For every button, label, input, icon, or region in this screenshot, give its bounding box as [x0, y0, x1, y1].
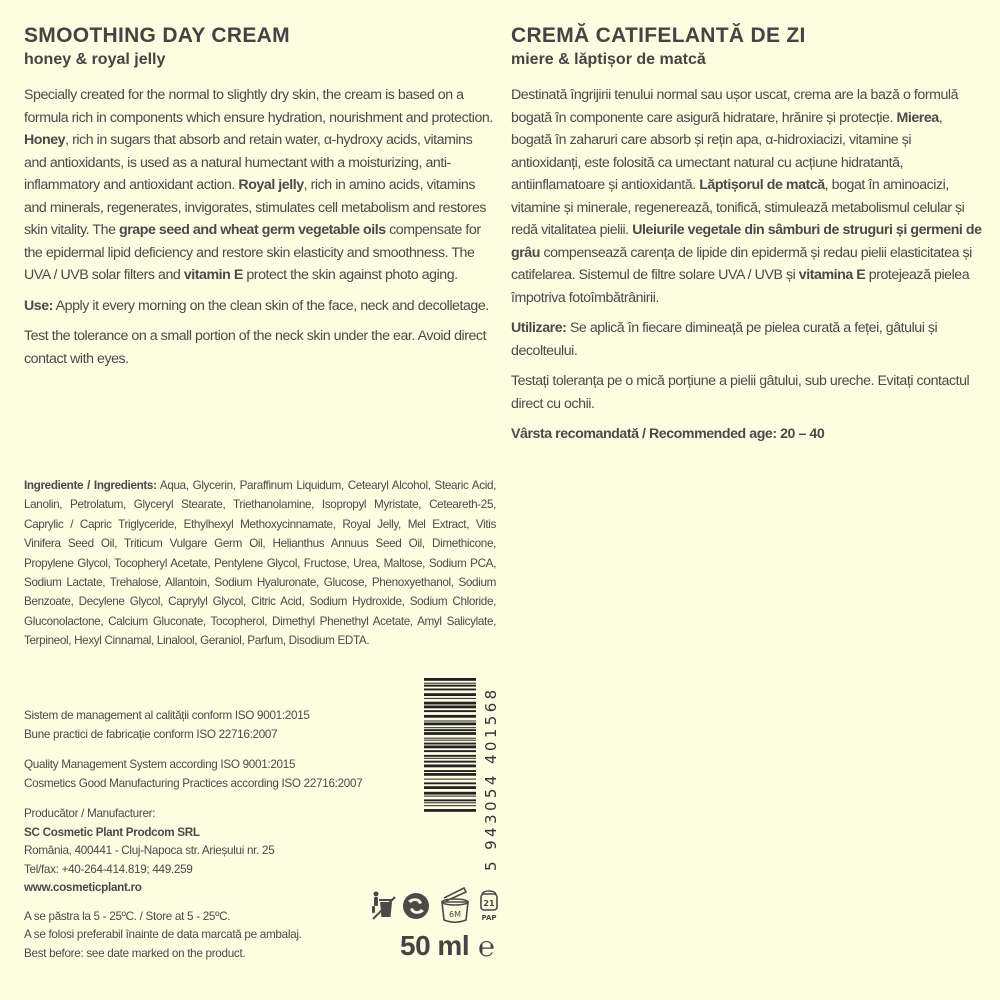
jar-6m-label: 6M: [449, 910, 461, 919]
barcode-bar: [424, 779, 476, 780]
barcode-bar: [424, 765, 476, 768]
quality-ro: [24, 707, 404, 744]
barcode-bar: [424, 723, 476, 726]
barcode-bar: [424, 809, 476, 812]
barcode-bar: [424, 729, 476, 731]
tolerance-note-en: Test the tolerance on a small portion of the neck skin under the ear. Avoid direct contact with eyes.: [24, 328, 487, 367]
barcode-bar: [424, 732, 476, 735]
manufacturer-address: România, 400441 - Cluj-Napoca str. Arieșului nr. 25: [24, 844, 275, 857]
product-title-ro: CREMĂ CATIFELANTĂ DE ZI: [511, 24, 806, 47]
barcode-bar: [424, 770, 476, 772]
barcode-bar: [424, 761, 476, 763]
barcode-bar: [424, 792, 476, 795]
pap-number: 21: [483, 899, 495, 908]
ingredients-list: Ingrediente / Ingredients: Aqua, Glycerin, Paraffinum Liquidum, Cetearyl Alcohol, Stearic Acid, Lanolin, Petrolatum, Glyceryl Stearate, Triethanolamine, Isopropyl Myristate, Ceteareth-25, Caprylic / Capric Triglyceride, Ethylhexyl Methoxycinnamate, Royal Jelly, Mel Extract, Vitis Vinifera Seed Oil, Triticum Vulgare Germ Oil, Helianthus Annuus Seed Oil, Dimethicone, Propylene Glycol, Tocopheryl Acetate, Pentylene Glycol, Fructose, Urea, Maltose, Sodium PCA, Sodium Lactate, Trehalose, Allantoin, Sodium Hyaluronate, Glucose, Phenoxyethanol, Sodium Benzoate, Decylene Glycol, Caprylyl Glycol, Citric Acid, Sodium Hydroxide, Sodium Chloride, Gluconolactone, Calcium Gluconate, Tocopherol, Dimethyl Phenethyl Acetate, Amyl Salicylate, Terpineol, Hexyl Cinnamal, Linalool, Geraniol, Parfum, Disodium EDTA.: [24, 479, 496, 648]
barcode-bar: [424, 743, 476, 745]
barcode-bar: [424, 746, 476, 749]
barcode-bar: [424, 786, 476, 789]
barcode-bar: [424, 750, 476, 752]
volume-label: 50 ml: [400, 930, 470, 961]
barcode-number: [482, 676, 502, 871]
use-instructions-en: Use: Apply it every morning on the clean skin of the face, neck and decolletage.: [24, 297, 489, 314]
barcode-bar: [424, 678, 476, 681]
barcode: [422, 676, 502, 871]
pap-label: PAP: [481, 914, 497, 922]
barcode-bar: [424, 796, 476, 797]
barcode-bar: [424, 773, 476, 776]
storage-best-before-en: Best before: see date marked on the product.: [24, 946, 246, 960]
barcode-bar: [424, 738, 476, 739]
estimated-sign-icon: ℮: [478, 931, 495, 962]
tolerance-note-ro: Testați toleranța pe o mică porțiune a pielii gâtului, sub ureche. Evitați contactul direct cu ochii.: [511, 373, 970, 412]
legal-info-block: [24, 707, 404, 975]
barcode-bar: [424, 702, 476, 705]
quality-en: [24, 756, 404, 793]
recycle-bin-icon: [370, 890, 396, 920]
jar-6m-icon: [438, 886, 472, 926]
product-title-en: SMOOTHING DAY CREAM: [24, 24, 290, 47]
barcode-bar: [424, 683, 476, 684]
pap-icon: [476, 888, 502, 924]
manufacturer-info: [24, 805, 404, 898]
english-column: [24, 24, 496, 378]
romanian-column: [511, 24, 983, 446]
barcode-bar: [424, 799, 476, 801]
barcode-bars: [424, 676, 476, 871]
manufacturer-website-link[interactable]: www.cosmeticplant.ro: [24, 881, 142, 894]
use-instructions-ro: Utilizare: Se aplică în fiecare dimineață pe pielea curată a feței, gâtului și decolteului.: [511, 320, 938, 359]
barcode-bar: [424, 715, 476, 718]
storage-info: [24, 908, 404, 964]
quality-en-line1: Quality Management System according ISO 9001:2015: [24, 758, 296, 771]
barcode-bar: [424, 706, 476, 709]
manufacturer-label: Producător / Manufacturer:: [24, 807, 156, 820]
barcode-bar: [424, 693, 476, 696]
barcode-bar: [424, 685, 476, 687]
barcode-bar: [424, 755, 476, 757]
barcode-bar: [424, 805, 476, 806]
barcode-bar: [424, 740, 476, 741]
product-subtitle-ro: miere & lăptișor de matcă: [511, 51, 706, 68]
description-en: Specially created for the normal to slightly dry skin, the cream is based on a formula rich in components which ensure hydration, nourishment and protection. Honey, rich in sugars that absorb and retain water, α-hydroxy acids, vitamins and antioxidants, is used as a natural humectant with a moisturizing, anti-inflammatory and antioxidant action. Royal jelly, rich in amino acids, vitamins and minerals, regenerates, invigorates, stimulates cell metabolism and restores skin vitality. The grape seed and wheat germ vegetable oils compensate for the epidermal lipid deficiency and restore skin elasticity and smoothness. The UVA / UVB solar filters and vitamin E protect the skin against photo aging.: [24, 87, 493, 283]
ingredients-block: [24, 476, 496, 651]
barcode-number-text: 5 943054 401568: [482, 686, 500, 871]
barcode-bar: [424, 802, 476, 803]
storage-best-before-ro: A se folosi preferabil înainte de data marcată pe ambalaj.: [24, 928, 302, 941]
quality-ro-line2: Bune practici de fabricație conform ISO 22716:2007: [24, 727, 278, 741]
storage-temperature: A se păstra la 5 - 25ºC. / Store at 5 - 25ºC.: [24, 909, 231, 923]
barcode-bar: [424, 727, 476, 728]
recommended-age: Vârsta recomandată / Recommended age: 20 – 40: [511, 426, 825, 442]
packaging-icons: [368, 886, 502, 926]
manufacturer-phone: Tel/fax: +40-264-414.819; 449.259: [24, 862, 193, 876]
barcode-bar: [424, 689, 476, 691]
quality-ro-line1: Sistem de management al calității conform ISO 9001:2015: [24, 709, 310, 722]
barcode-bar: [424, 698, 476, 699]
barcode-bar: [424, 721, 476, 722]
quality-en-line2: Cosmetics Good Manufacturing Practices according ISO 22716:2007: [24, 776, 363, 790]
manufacturer-name: SC Cosmetic Plant Prodcom SRL: [24, 825, 200, 839]
product-subtitle-en: honey & royal jelly: [24, 51, 166, 68]
barcode-bar: [424, 710, 476, 712]
barcode-bar: [424, 782, 476, 784]
green-dot-icon: [402, 892, 430, 920]
description-ro: Destinată îngrijirii tenului normal sau ușor uscat, crema are la bază o formulă bogată în componente care asigură hidratare, hrănire și protecție. Mierea, bogată în zaharuri care absorb și rețin apa, α-hidroxiacizi, vitamine și antioxidanți, este folosită ca umectant natural cu acțiune hidratantă, antiinflamatoare și antioxidantă. Lăptișorul de matcă, bogat în aminoacizi, vitamine și minerale, regenerează, tonifică, stimulează metabolismul celular și redă vitalitatea pielii. Uleiurile vegetale din sâmburi de struguri și germeni de grâu compensează carența de lipide din epidermă și redau pielii elasticitatea și catifelarea. Sistemul de filtre solare UVA / UVB și vitamina E protejează pielea împotriva fotoîmbătrânirii.: [511, 87, 982, 306]
barcode-bar: [424, 758, 476, 759]
